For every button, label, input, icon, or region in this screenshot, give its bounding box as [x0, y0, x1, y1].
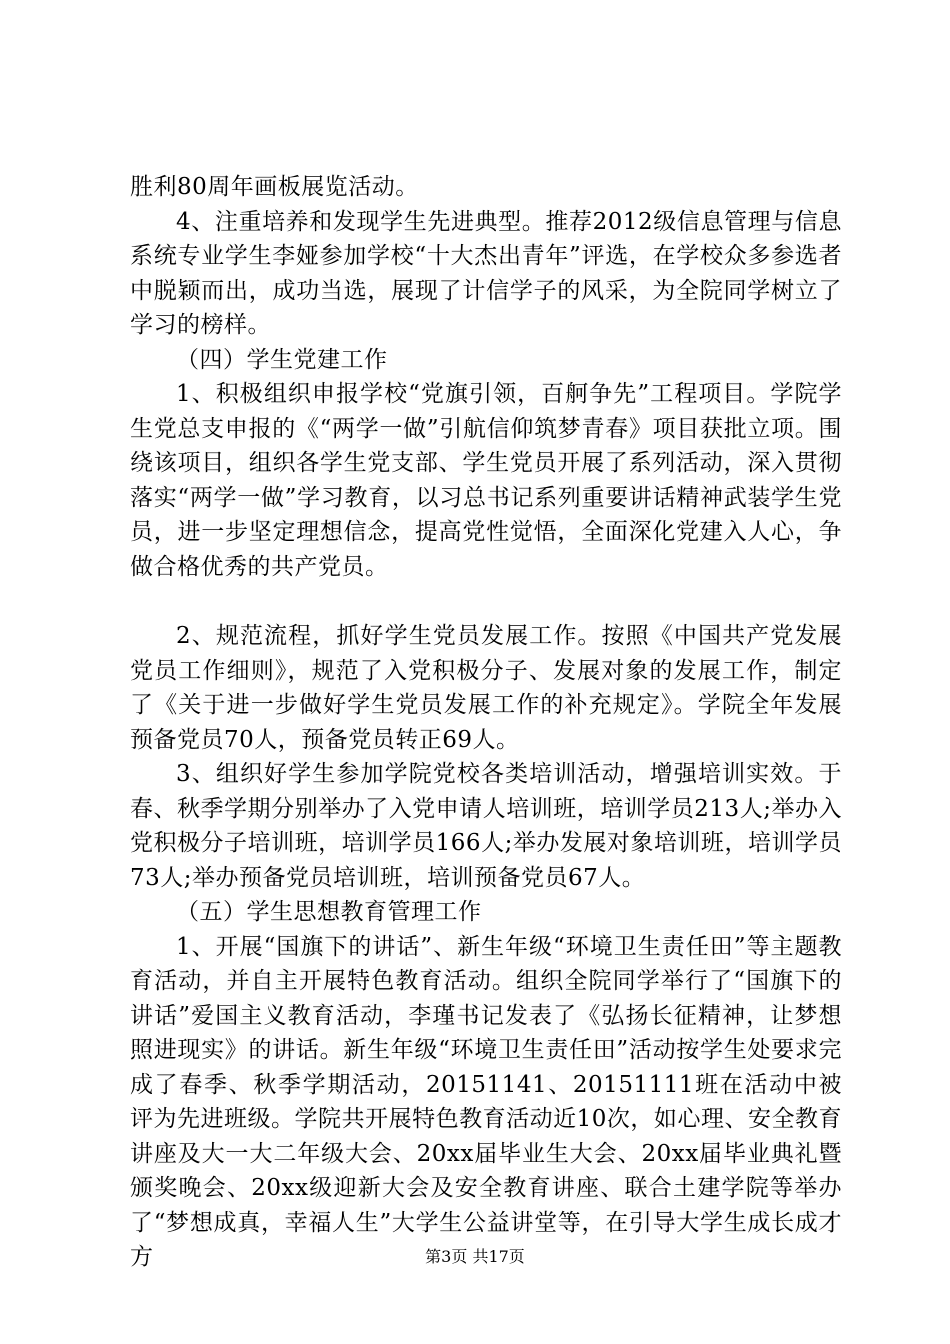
section-heading-5: （五）学生思想教育管理工作	[176, 899, 482, 925]
paragraph-party-item-3: 3、组织好学生参加学院党校各类培训活动，增强培训实效。于春、秋季学期分别举办了入党申请人培训班，培训学员213人;举办入党积极分子培训班，培训学员166人;举办发展对象培训班，培训学员73人;举办预备党员培训班，培训预备党员67人。	[130, 761, 842, 891]
paragraph-item-4: 4、注重培养和发现学生先进典型。推荐2012级信息管理与信息系统专业学生李娅参加学校“十大杰出青年”评选，在学校众多参选者中脱颖而出，成功当选，展现了计信学子的风采，为全院同学树立了学习的榜样。	[130, 208, 842, 338]
paragraph-continuation: 胜利80周年画板展览活动。	[130, 174, 419, 200]
section-heading-4: （四）学生党建工作	[176, 346, 388, 373]
page-number-footer: 第3页 共17页	[425, 1247, 525, 1266]
paragraph-party-item-1: 1、积极组织申报学校“党旗引领，百舸争先”工程项目。学院学生党总支申报的《“两学一做”引航信仰筑梦青春》项目获批立项。围绕该项目，组织各学生党支部、学生党员开展了系列活动，深入贯彻落实“两学一做”学习教育，以习总书记系列重要讲话精神武装学生党员，进一步坚定理想信念，提高党性觉悟，全面深化党建入人心，争做合格优秀的共产党员。	[130, 381, 842, 580]
paragraph-education-item-1: 1、开展“国旗下的讲话”、新生年级“环境卫生责任田”等主题教育活动，并自主开展特色教育活动。组织全院同学举行了“国旗下的讲话”爱国主义教育活动，李瑾书记发表了《弘扬长征精神，让梦想照进现实》的讲话。新生年级“环境卫生责任田”活动按学生处要求完成了春季、秋季学期活动，20151141、20151111班在活动中被评为先进班级。学院共开展特色教育活动近10次，如心理、安全教育讲座及大一大二年级大会、20xx届毕业生大会、20xx届毕业典礼暨颁奖晚会、20xx级迎新大会及安全教育讲座、联合土建学院等举办了“梦想成真，幸福人生”大学生公益讲堂等，在引导大学生成长成才方	[130, 933, 842, 1270]
paragraph-party-item-2: 2、规范流程，抓好学生党员发展工作。按照《中国共产党发展党员工作细则》，规范了入党积极分子、发展对象的发展工作，制定了《关于进一步做好学生党员发展工作的补充规定》。学院全年发展预备党员70人，预备党员转正69人。	[130, 623, 842, 753]
document-body	[130, 170, 842, 1275]
